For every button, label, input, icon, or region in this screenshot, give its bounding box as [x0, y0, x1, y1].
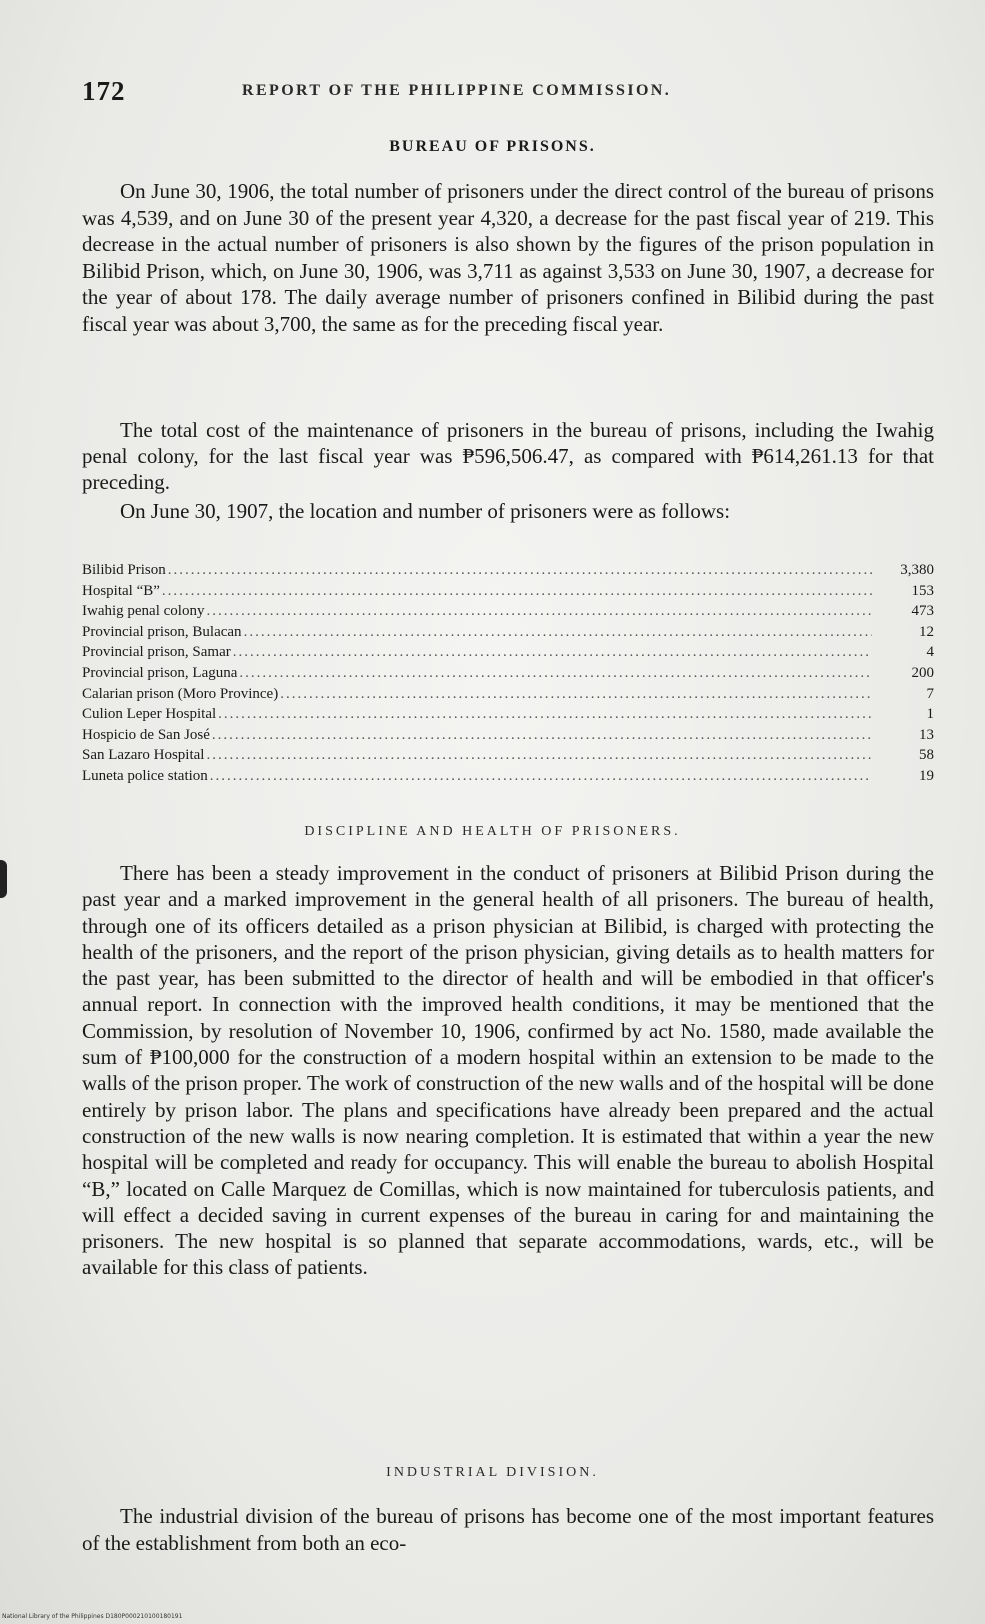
running-header [82, 76, 932, 116]
scan-credit: National Library of the Philippines D180P000210100180191 [2, 1613, 183, 1620]
table-row [82, 704, 934, 725]
table-row [82, 745, 934, 766]
running-title: REPORT OF THE PHILIPPINE COMMISSION. [242, 82, 672, 99]
leader-dots [210, 766, 872, 787]
paragraph-location-intro: On June 30, 1907, the location and number of prisoners were as follows: [120, 499, 731, 523]
paragraph-discipline-health: There has been a steady improvement in the conduct of prisoners at Bilibid Prison during the past year and a marked improvement in the general health of all prisoners. The bureau of health, through one of its officers detailed as a prison physician at Bilibid, is charged with protecting the health of the prisoners, and the report of the prison physician, giving details as to health matters for the past year, has been submitted to the director of health and will be embodied in that officer's annual report. In connection with the improved health conditions, it may be mentioned that the Commission, by resolution of November 10, 1906, confirmed by act No. 1580, made available the sum of ₱100,000 for the construction of a modern hospital within an extension to be made to the walls of the prison proper. The work of construction of the new walls and of the hospital will be done entirely by prison labor. The plans and specifications have already been prepared and the actual construction of the new walls is now nearing completion. It is estimated that within a year the new hospital will be completed and ready for occupancy. This will enable the bureau to abolish Hospital “B,” located on Calle Marquez de Comillas, which is now maintained for tuberculosis patients, and will effect a decided saving in current expenses of the bureau in caring for and maintaining the prisoners. The new hospital is so planned that separate accommodations, wards, etc., will be available for this class of patients. [82, 861, 934, 1280]
location-label: San Lazaro Hospital [82, 747, 205, 764]
leader-dots [162, 581, 872, 602]
section-title-discipline-health: DISCIPLINE AND HEALTH OF PRISONERS. [304, 824, 681, 839]
table-row [82, 684, 934, 705]
table-row [82, 622, 934, 643]
table-row [82, 642, 934, 663]
section-title-bureau-of-prisons: BUREAU OF PRISONS. [389, 138, 596, 155]
binding-edge-mark [0, 860, 7, 898]
leader-dots [206, 601, 872, 622]
prisoner-count: 19 [919, 767, 934, 784]
table-row [82, 601, 934, 622]
leader-dots [212, 725, 872, 746]
location-label: Iwahig penal colony [82, 603, 205, 620]
table-row [82, 725, 934, 746]
table-row [82, 560, 934, 581]
paragraph-prisoner-numbers: On June 30, 1906, the total number of prisoners under the direct control of the bureau of prisons was 4,539, and on June 30 of the present year 4,320, a decrease for the past fiscal year of 219. This decrease in the actual number of prisoners is also shown by the figures of the prison population in Bilibid Prison, which, on June 30, 1906, was 3,711 as against 3,533 on June 30, 1907, a decrease for the year of about 178. The daily average number of prisoners confined in Bilibid during the past fiscal year was about 3,700, the same as for the preceding fiscal year. [82, 179, 934, 336]
leader-dots [280, 684, 872, 705]
leader-dots [239, 663, 872, 684]
leader-dots [233, 642, 872, 663]
leader-dots [168, 560, 872, 581]
prisoner-count: 153 [911, 582, 934, 599]
paragraph-industrial-division: The industrial division of the bureau of prisons has become one of the most important features of the establishment from both an eco- [82, 1504, 934, 1555]
prisoner-count: 12 [919, 623, 934, 640]
prisoner-count: 1 [926, 706, 934, 723]
location-label: Provincial prison, Laguna [82, 664, 238, 681]
table-row [82, 581, 934, 602]
location-label: Provincial prison, Samar [82, 644, 231, 661]
table-row [82, 663, 934, 684]
location-label: Provincial prison, Bulacan [82, 623, 242, 640]
prisoner-count: 7 [926, 685, 934, 702]
leader-dots [244, 622, 872, 643]
prisoner-count: 473 [911, 603, 934, 620]
location-label: Culion Leper Hospital [82, 706, 217, 723]
page-number: 172 [82, 76, 126, 106]
prisoner-location-table [82, 560, 934, 787]
leader-dots [218, 704, 872, 725]
location-label: Hospital “B” [82, 582, 160, 599]
leader-dots [206, 745, 872, 766]
prisoner-count: 13 [919, 726, 934, 743]
prisoner-count: 3,380 [900, 562, 934, 578]
location-label: Luneta police station [82, 767, 208, 784]
prisoner-count: 4 [926, 644, 934, 661]
location-label: Bilibid Prison [82, 562, 166, 578]
location-label: Hospicio de San José [82, 726, 210, 743]
prisoner-count: 200 [911, 664, 934, 681]
location-label: Calarian prison (Moro Province) [82, 685, 279, 702]
prisoner-count: 58 [919, 747, 934, 764]
section-title-industrial-division: INDUSTRIAL DIVISION. [386, 1465, 599, 1480]
paragraph-maintenance-cost: The total cost of the maintenance of prisoners in the bureau of prisons, including the Iwahig penal colony, for the last fiscal year was ₱596,506.47, as compared with ₱614,261.13 for that preceding. [82, 418, 934, 494]
table-row [82, 766, 934, 787]
